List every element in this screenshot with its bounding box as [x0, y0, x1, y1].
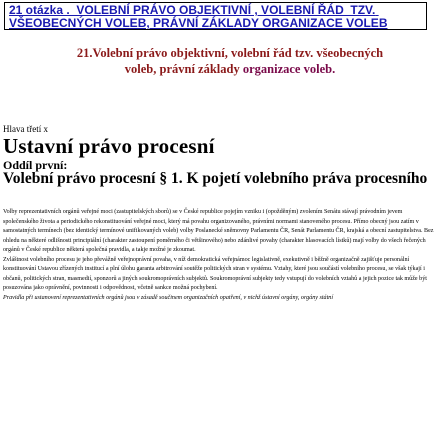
question-title-box: 21 otázka . VOLEBNÍ PRÁVO OBJEKTIVNÍ , VOLEBNÍ ŘÁD TZV. VŠEOBECNÝCH VOLEB, PRÁVNÍ ZÁKLADY ORGANIZACE VOLEB: [4, 2, 427, 30]
heading-line-1: 21.Volební právo objektivní, volební řád tzv. všeobecných: [76, 46, 384, 60]
chapter-title: Ustavní právo procesní: [3, 134, 215, 158]
body-text: [3, 208, 435, 303]
section-label: Oddíl první:: [3, 158, 68, 172]
part-label: Hlava třetí x: [3, 124, 48, 134]
paragraph-2: Zvláštnost volebního procesu je jeho převážně veřejnoprávní povaha, v níž demokratická veřejnámoc legislativně, exekutivně i běžně organizačně zajišťuje personální konstituování Ustavou zřízených institucí a plní úlohu garanta arbitrování soutěže politických stran v systému. Vztahy, které jsou součástí volebního procesu, se však týkají i občanů, politických stran, masmedií, sponzorů a jiných soukromoprávních subjektů. Soukromoprávní subjekty tedy vstupují do volebních vztahů a jejich pozice tak může být posuzována jako oprávnění, povinnosti i odpovědnost, včetně sankce možná pochybení.: [3, 256, 427, 291]
italic-note: Pravidla při ustanovení reprezentativních orgánů jsou v zásadě součinem organizačních opatření, v nichž ústavní orgány, orgány státní: [3, 294, 334, 301]
heading-line-2: [60, 61, 400, 77]
heading-line-2b: organizace voleb.: [242, 62, 336, 76]
heading-line-2a: voleb, právní základy: [124, 62, 243, 76]
paragraph-1: Volby reprezentativních orgánů veřejné moci (zastupitelských sborů) se v České republice pojejím vzniku i (opožděným) zvolením Senátu stávají právodním jevem společenského života a periodického rekonstituování veřejné moci, který má povahu organizovaného, právními normami stanoveného procesu. Přímo obecný jsou zatím v samostatných termínech (bez identický termínové unifikovaných voleb) volby Poslanecké sněmovny Parlamentu ČR, Senát Parlamentu ČR, krajská a obecní zastupitelstva. Bez ohledu na některé odlišnosti principiální (charakter zastoupení poměrného či většinového) nebo zdánlivé povahy (charakter hlasovacích lístků) mají volby do všech řečených orgánů v České republice některá společná pravidla, a takje možné je zkoumat.: [3, 209, 434, 253]
question-heading: [60, 45, 400, 77]
section-title: Volební právo procesní § 1. K pojetí volebního práva procesního: [3, 170, 428, 187]
